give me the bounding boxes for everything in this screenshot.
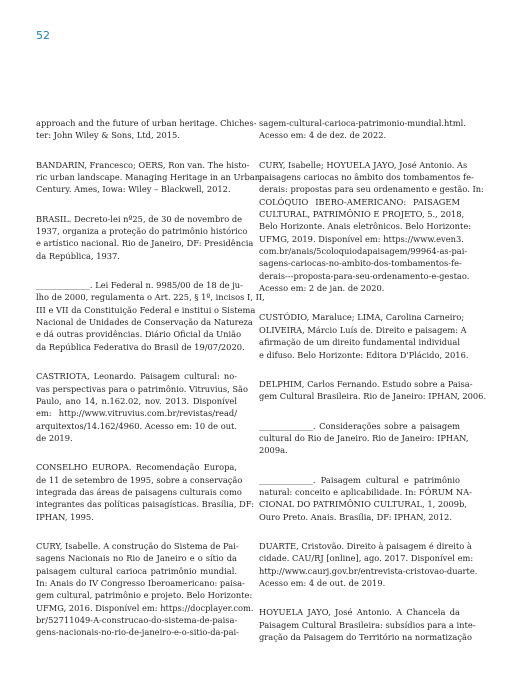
reference-line: afirmação de um direito fundamental individual	[259, 337, 460, 348]
reference-line: e artístico nacional. Rio de Janeiro, DF: Presidência	[36, 238, 254, 249]
reference-line: 1937, organiza a proteção do patrimônio histórico	[36, 226, 248, 237]
reference-line: approach and the future of urban heritage. Chiches-	[36, 118, 257, 128]
reference-line: Nacional de Unidades de Conservação da Natureza	[36, 317, 253, 328]
reference-line: Acesso em: 2 de jan. de 2020.	[259, 283, 385, 294]
reference-line: Belo Horizonte. Anais eletrônicos. Belo Horizonte:	[259, 221, 472, 232]
reference-line: Paisagem Cultural Brasileira: subsídios para a inte-	[259, 619, 476, 630]
reference-entry	[36, 159, 261, 196]
reference-line: DUARTE, Cristovão. Direito à paisagem é direito à	[259, 540, 472, 551]
reference-line: ric urban landscape. Managing Heritage in an Urban	[36, 172, 261, 183]
reference-line: vas perspectivas para o patrimônio. Vitruvius, São	[36, 383, 248, 394]
reference-line: sagens Nacionais no Rio de Janeiro e o sítio da	[36, 553, 237, 564]
reference-line: gem Cultural Brasileira. Rio de Janeiro: IPHAN, 2006.	[259, 391, 487, 402]
reference-line: CULTURAL, PATRIMÔNIO E PROJETO, 5., 2018,	[259, 209, 465, 220]
reference-line: arquitextos/14.162/4960. Acesso em: 10 de out.	[36, 420, 238, 431]
reference-line: _____________. Considerações sobre a paisagem	[259, 420, 460, 431]
reference-line: integrantes das políticas paisagísticas. Brasília, DF:	[36, 499, 254, 510]
reference-line: sagens-cariocas-no-ambito-dos-tombamentos-fe-	[259, 258, 462, 269]
reference-line: Ouro Preto. Anais. Brasília, DF: IPHAN, 2012.	[259, 511, 452, 522]
reference-entry	[36, 461, 254, 523]
reference-entry	[259, 311, 469, 360]
reference-line: da República Federativa do Brasil de 19/07/2020.	[36, 341, 245, 352]
reference-line: de 11 de setembro de 1995, sobre a conservação	[36, 474, 243, 485]
reference-line: gração da Paisagem do Território na normatização	[259, 632, 472, 642]
reference-entry	[259, 420, 469, 457]
references-right-column	[259, 117, 487, 660]
reference-entry	[259, 606, 476, 643]
reference-line: CONSELHO EUROPA. Recomendação Europa,	[36, 462, 237, 473]
reference-line: UFMG, 2016. Disponível em: https://docplayer.com.	[36, 602, 254, 613]
reference-line: paisagem cultural carioca patrimônio mundial.	[36, 565, 237, 576]
page-number: 52	[36, 29, 50, 42]
reference-entry	[36, 213, 254, 262]
reference-line: IPHAN, 1995.	[36, 511, 94, 522]
reference-line: CUSTÓDIO, Maraluce; LIMA, Carolina Carneiro;	[259, 312, 465, 323]
reference-line: e difuso. Belo Horizonte: Editora D'Plácido, 2016.	[259, 349, 469, 360]
reference-line: CURY, Isabelle; HOYUELA JAYO, José Antonio. As	[259, 159, 468, 170]
reference-line: Paulo, ano 14, n.162.02, nov. 2013. Disponível	[36, 395, 237, 406]
reference-line: derais: propostas para seu ordenamento e gestão. In:	[259, 184, 484, 195]
reference-line: sagem-cultural-carioca-patrimonio-mundial.html.	[259, 118, 466, 128]
reference-line: cidade. CAU/RJ [online], ago. 2017. Disponível em:	[259, 553, 474, 564]
reference-entry	[259, 540, 478, 589]
reference-line: gens-nacionais-no-rio-de-janeiro-e-o-sitio-da-pai-	[36, 627, 239, 638]
reference-line: CIONAL DO PATRIMÔNIO CULTURAL, 1, 2009b,	[259, 499, 467, 510]
reference-line: BRASIL. Decreto-lei nº25, de 30 de novembro de	[36, 213, 243, 224]
reference-line: COLÓQUIO IBERO-AMERICANO: PAISAGEM	[259, 196, 460, 207]
reference-line: gem cultural, patrimônio e projeto. Belo Horizonte:	[36, 590, 253, 601]
reference-entry	[36, 117, 257, 142]
reference-entry	[259, 378, 487, 403]
reference-line: ter: John Wiley & Sons, Ltd, 2015.	[36, 130, 180, 141]
reference-entry	[36, 279, 265, 353]
reference-line: com.br/anais/5coloquiodapaisagem/99964-as-pai-	[259, 246, 468, 257]
reference-line: III e VII da Constituição Federal e institui o Sistema	[36, 304, 256, 315]
reference-entry	[259, 474, 472, 523]
reference-line: lho de 2000, regulamenta o Art. 225, § 1º, incisos I, II,	[36, 292, 265, 303]
reference-line: br/52711049-A-construcao-do-sistema-de-paisa-	[36, 615, 238, 625]
reference-line: paisagens cariocas no âmbito dos tombamentos fe-	[259, 172, 474, 183]
reference-entry	[259, 159, 484, 295]
reference-line: Acesso em: 4 de out. de 2019.	[259, 577, 386, 588]
reference-line: CASTRIOTA, Leonardo. Paisagem cultural: no-	[36, 371, 237, 382]
reference-line: natural: conceito e aplicabilidade. In: FÓRUM NA-	[259, 486, 472, 497]
reference-line: Acesso em: 4 de dez. de 2022.	[259, 130, 387, 141]
reference-line: em: http://www.vitruvius.com.br/revistas/read/	[36, 408, 237, 419]
reference-line: cultural do Rio de Janeiro. Rio de Janeiro: IPHAN,	[259, 432, 469, 443]
reference-line: In: Anais do IV Congresso Iberoamericano: paisa-	[36, 577, 245, 588]
reference-line: de 2019.	[36, 432, 73, 443]
reference-line: derais---proposta-para-seu-ordenamento-e-gestao.	[259, 270, 470, 281]
reference-line: http://www.caurj.gov.br/entrevista-cristovao-duarte.	[259, 565, 478, 576]
reference-entry	[259, 117, 466, 142]
reference-line: BANDARIN, Francesco; OERS, Ron van. The histo-	[36, 159, 250, 170]
reference-line: e dá outras providências. Diário Oficial da União	[36, 329, 242, 340]
reference-line: 2009a.	[259, 445, 288, 456]
reference-entry	[36, 370, 248, 444]
reference-line: HOYUELA JAYO, José Antonio. A Chancela da	[259, 607, 460, 618]
reference-line: da República, 1937.	[36, 250, 120, 261]
reference-line: DELPHIM, Carlos Fernando. Estudo sobre a Paisa-	[259, 378, 473, 389]
reference-line: _____________. Lei Federal n. 9985/00 de 18 de ju-	[36, 280, 243, 291]
reference-line: integrada das áreas de paisagens culturais como	[36, 486, 242, 497]
reference-line: CURY, Isabelle. A construção do Sistema de Pai-	[36, 540, 239, 551]
references-left-column	[36, 117, 265, 656]
reference-line: Century. Ames, Iowa: Wiley – Blackwell, 2012.	[36, 184, 231, 195]
reference-line: _____________. Paisagem cultural e patrimônio	[259, 474, 460, 485]
reference-line: UFMG, 2019. Disponível em: https://www.even3.	[259, 233, 464, 244]
reference-line: OLIVEIRA, Márcio Luís de. Direito e paisagem: A	[259, 324, 467, 335]
reference-entry	[36, 540, 254, 639]
